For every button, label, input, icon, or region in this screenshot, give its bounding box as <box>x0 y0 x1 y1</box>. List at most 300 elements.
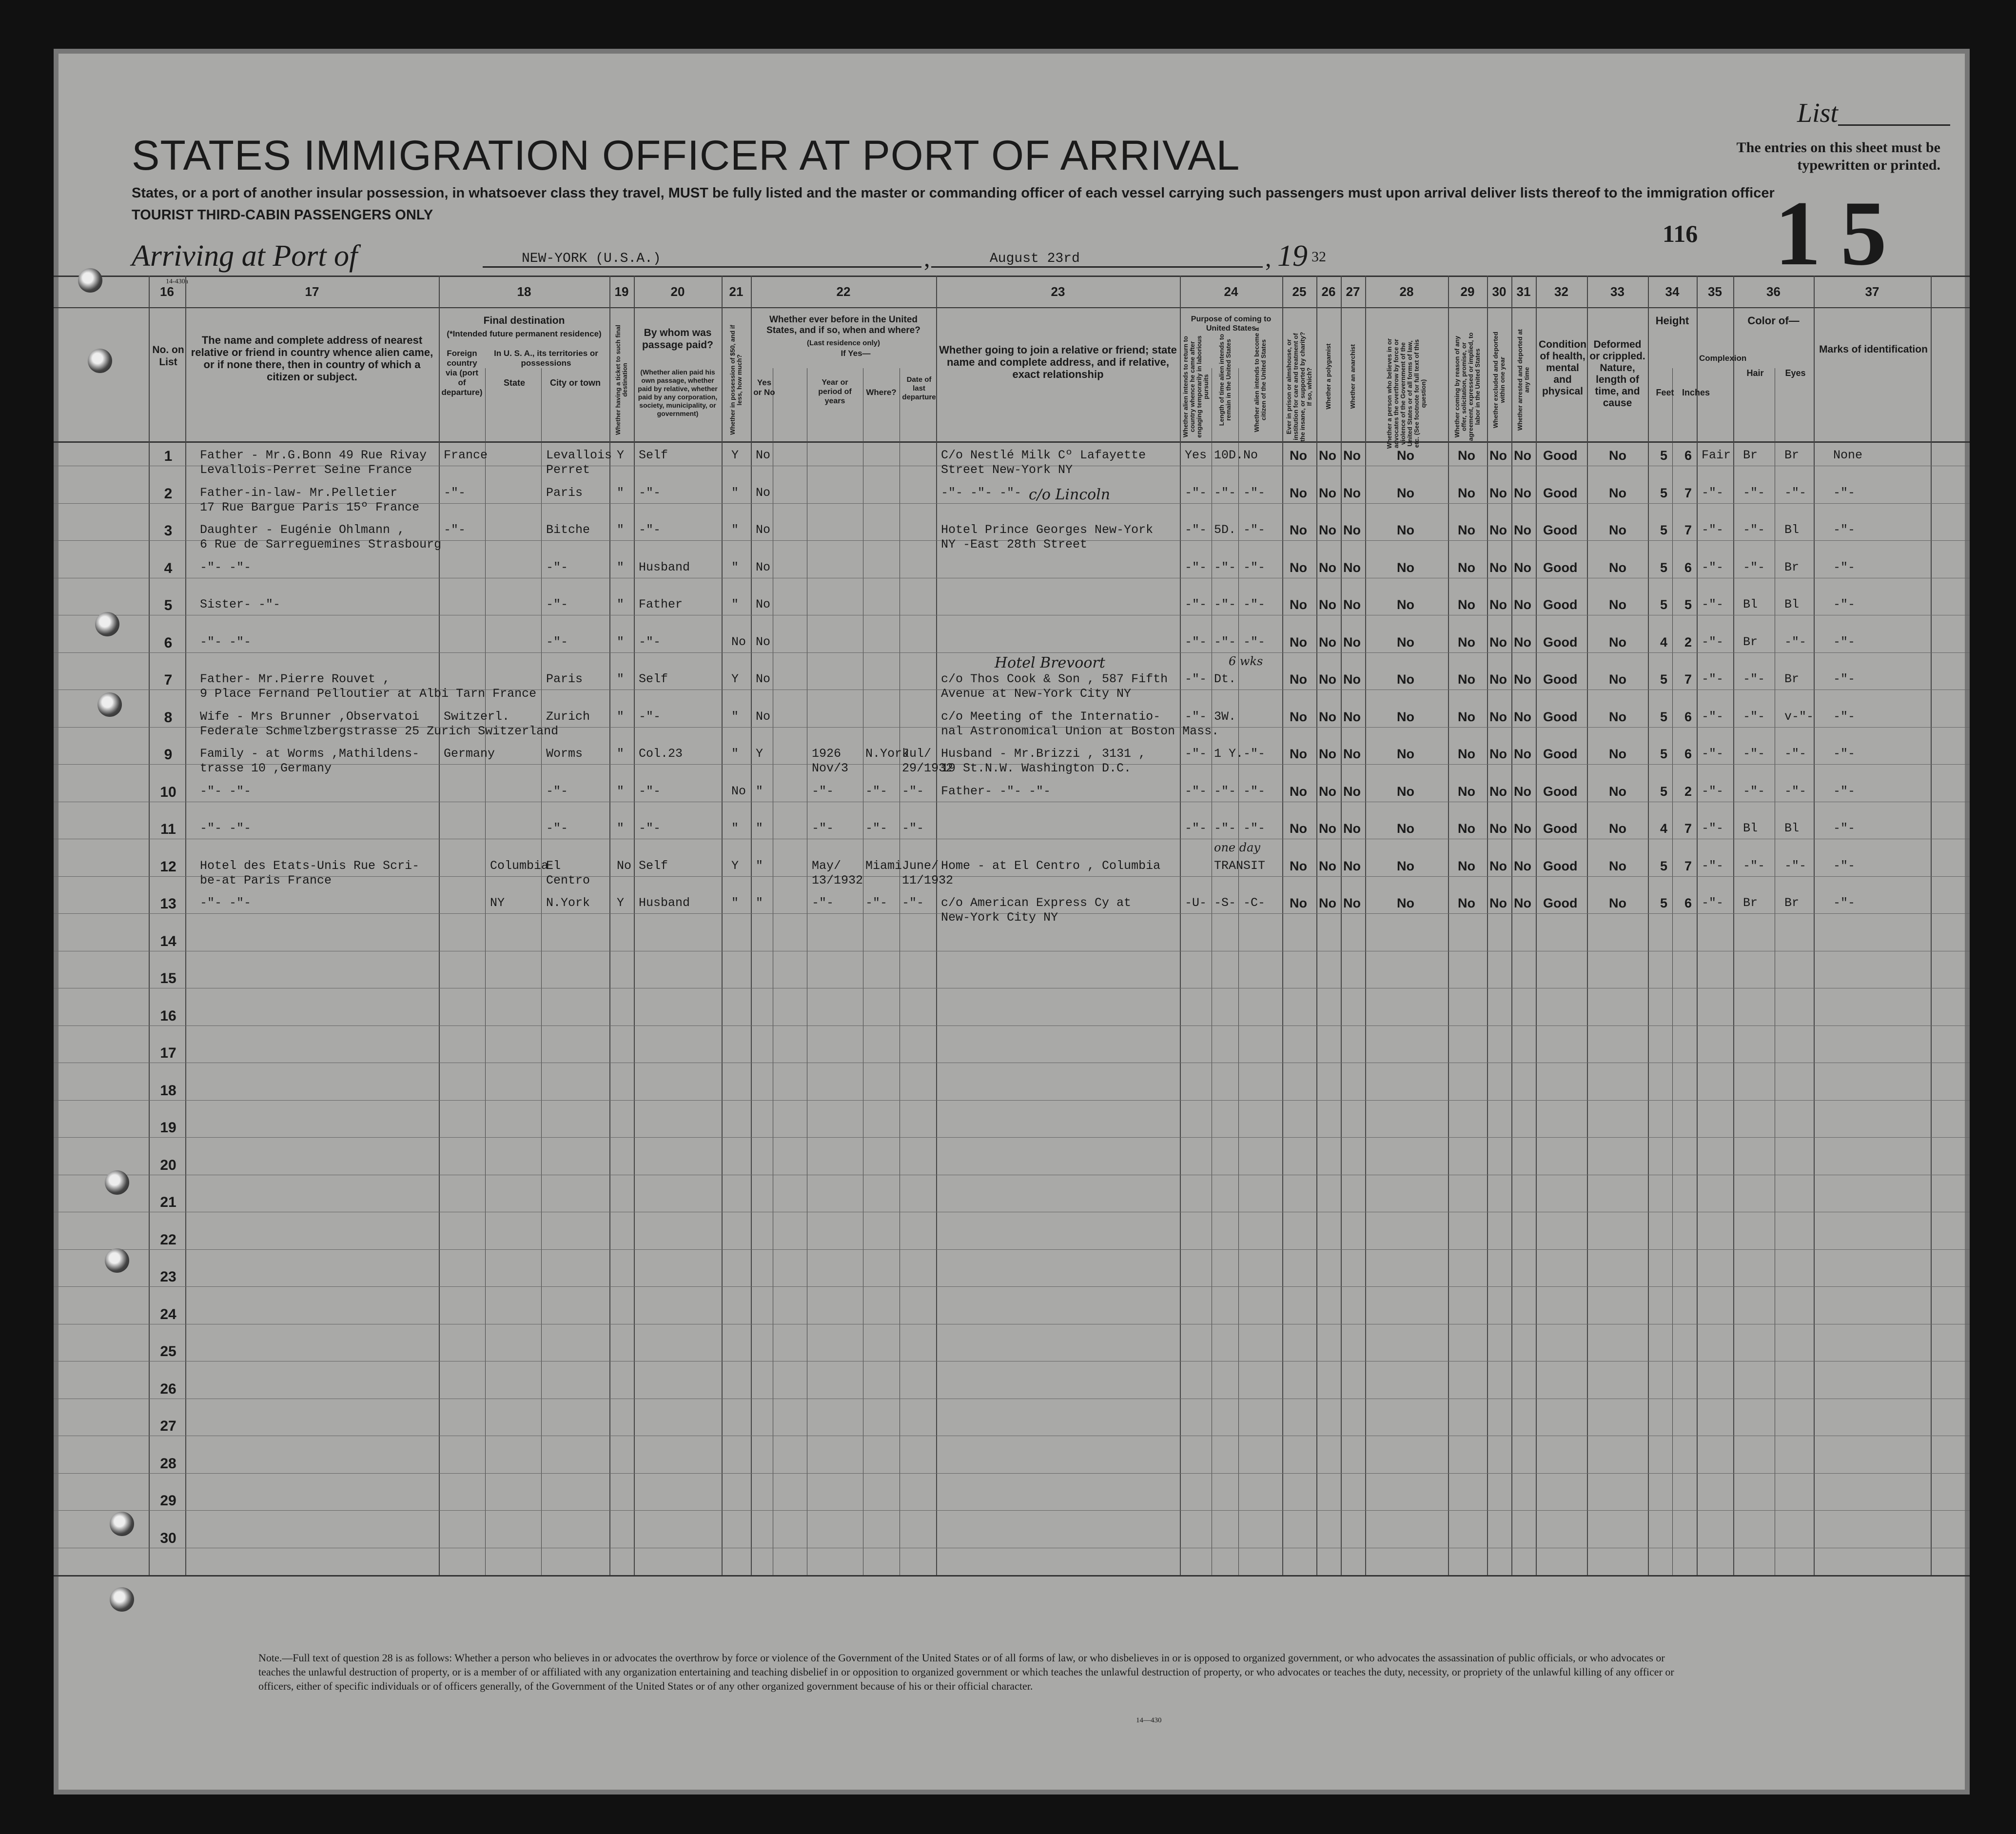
header-city: City or town <box>550 378 601 388</box>
comma: , <box>924 244 930 272</box>
question-25: No <box>1290 784 1307 799</box>
height-feet: 5 <box>1660 784 1668 799</box>
purpose-citizen: -"- <box>1243 597 1266 611</box>
passage-paid: Col.23 <box>639 747 683 761</box>
column-rule <box>1697 276 1698 1575</box>
destination-city: Levallois <box>546 448 612 462</box>
height-feet: 5 <box>1660 709 1668 724</box>
ticket: " <box>617 560 625 574</box>
column-number-34: 34 <box>1665 284 1680 299</box>
purpose-return: -"- <box>1185 560 1207 574</box>
deformed: No <box>1609 896 1626 910</box>
subcolumn-rule <box>1238 368 1239 1575</box>
question-26: No <box>1319 448 1336 463</box>
identification-marks: None <box>1833 448 1863 462</box>
header-rule <box>54 276 1970 277</box>
header-final-destination: Final destination <box>483 315 565 326</box>
column-number-36: 36 <box>1766 284 1781 299</box>
passage-paid: Father <box>639 597 683 611</box>
identification-marks: -"- <box>1833 672 1856 686</box>
health: Good <box>1543 858 1578 873</box>
header-where: Where? <box>866 388 897 397</box>
relative-address: -"- -"- <box>200 634 252 649</box>
list-line <box>1838 124 1950 126</box>
going-to-join: C/o Nestlé Milk Cº Lafayette <box>941 448 1146 462</box>
subcolumn-rule <box>1672 368 1673 1575</box>
question-31: No <box>1514 747 1531 761</box>
height-feet: 5 <box>1660 672 1668 687</box>
question-25: No <box>1290 747 1307 761</box>
question-30: No <box>1489 560 1507 575</box>
header-foreign-country: Foreign country via (port of departure) <box>441 349 483 397</box>
question-31: No <box>1514 485 1531 500</box>
question-30: No <box>1489 672 1507 687</box>
eye-color: Bl <box>1784 821 1800 835</box>
question-29: No <box>1458 448 1475 463</box>
identification-marks: -"- <box>1833 634 1856 649</box>
column-rule <box>1511 276 1512 1575</box>
header-inches: Inches <box>1682 388 1710 397</box>
year-period-2: 13/1932 <box>812 873 863 887</box>
question-31: No <box>1514 784 1531 799</box>
eye-color: -"- <box>1784 634 1807 649</box>
header-purpose-length: Length of time alien intends to remain in the United States <box>1217 334 1232 426</box>
column-number-31: 31 <box>1516 284 1531 299</box>
header-year-period: Year or period of years <box>818 378 852 405</box>
column-number-25: 25 <box>1292 284 1307 299</box>
row-number: 10 <box>160 784 176 800</box>
row-rule <box>54 1473 1970 1474</box>
relative-address: Daughter - Eugénie Ohlmann , <box>200 523 405 537</box>
header-height: Height <box>1655 315 1689 327</box>
hair-color: -"- <box>1743 560 1765 574</box>
purpose-return: -"- <box>1185 523 1207 537</box>
complexion: -"- <box>1702 709 1724 724</box>
passage-paid: -"- <box>639 485 661 500</box>
year-period: -"- <box>812 896 834 910</box>
column-number-16: 16 <box>160 284 174 299</box>
height-feet: 5 <box>1660 523 1668 537</box>
header-ticket: Whether having a ticket to such final destination <box>614 324 628 435</box>
height-inches: 2 <box>1684 634 1692 650</box>
relative-address: 17 Rue Bargue Paris 15º France <box>200 500 420 514</box>
row-number: 15 <box>160 970 176 986</box>
row-number: 11 <box>160 821 176 837</box>
deformed: No <box>1609 709 1626 724</box>
money: No <box>731 634 746 649</box>
question-31: No <box>1514 448 1531 463</box>
column-rule <box>1365 276 1366 1575</box>
question-27: No <box>1343 523 1361 537</box>
relative-address: -"- -"- <box>200 784 252 798</box>
passage-paid: -"- <box>639 821 661 835</box>
eye-color: -"- <box>1784 747 1807 761</box>
question-27: No <box>1343 597 1361 612</box>
going-to-join: -"- -"- -"- <box>941 485 1022 500</box>
question-26: No <box>1319 747 1336 761</box>
header-health: Condition of health, mental and physical <box>1539 339 1586 397</box>
where: N.York <box>865 747 910 761</box>
destination-country: France <box>444 448 488 462</box>
relative-address: Sister- -"- <box>200 597 281 611</box>
money: Y <box>731 672 739 686</box>
row-rule <box>54 1025 1970 1026</box>
destination-city: -"- <box>546 784 568 798</box>
complexion: -"- <box>1702 634 1724 649</box>
row-rule <box>54 876 1970 877</box>
complexion: Fair <box>1702 448 1731 462</box>
header-hair: Hair <box>1746 368 1764 378</box>
purpose-return: -"- <box>1185 597 1207 611</box>
handwritten-note: c/o Lincoln <box>1029 486 1111 503</box>
question-29: No <box>1458 896 1475 910</box>
going-to-join: Husband - Mr.Brizzi , 3131 , <box>941 747 1146 761</box>
year-period: -"- <box>812 784 834 798</box>
header-prison: Ever in prison or almshouse, or institution for care and treatment of the insane, or supported by charity? If so, which? <box>1285 332 1313 442</box>
row-number: 14 <box>160 933 176 949</box>
eye-color: -"- <box>1784 784 1807 798</box>
health: Good <box>1543 709 1578 724</box>
header-color-of: Color of— <box>1747 315 1800 327</box>
ticket: No <box>617 858 632 873</box>
handwritten-note: one day <box>1214 841 1260 854</box>
column-number-17: 17 <box>305 284 319 299</box>
header-excluded: Whether excluded and deported within one year <box>1492 332 1506 428</box>
question-29: No <box>1458 821 1475 836</box>
relative-address: Federale Schmelzbergstrasse 25 Zurich Switzerland <box>200 724 559 738</box>
question-26: No <box>1319 634 1336 650</box>
question-29: No <box>1458 634 1475 650</box>
column-number-20: 20 <box>670 284 685 299</box>
destination-country: -"- <box>444 523 466 537</box>
eye-color: v-"- <box>1784 709 1814 724</box>
row-number: 25 <box>160 1343 176 1360</box>
header-passage-paid: By whom was passage paid? <box>642 327 713 351</box>
identification-marks: -"- <box>1833 523 1856 537</box>
year-suffix: 32 <box>1311 249 1326 265</box>
identification-marks: -"- <box>1833 597 1856 611</box>
purpose-length: -"- <box>1214 485 1236 500</box>
purpose-return: -"- <box>1185 485 1207 500</box>
hair-color: -"- <box>1743 747 1765 761</box>
destination-state: NY <box>490 896 505 910</box>
health: Good <box>1543 821 1578 836</box>
header-no-on-list: No. on List <box>152 344 184 368</box>
height-inches: 7 <box>1684 858 1692 873</box>
port-field: NEW-YORK (U.S.A.) <box>483 251 921 268</box>
column-rule <box>185 276 186 1575</box>
destination-city: Paris <box>546 485 583 500</box>
health: Good <box>1543 560 1578 575</box>
destination-city: Zurich <box>546 709 590 724</box>
question-31: No <box>1514 858 1531 873</box>
column-number-24: 24 <box>1224 284 1238 299</box>
height-inches: 7 <box>1684 485 1692 500</box>
purpose-return: -"- <box>1185 709 1207 724</box>
money: " <box>731 523 739 537</box>
passage-paid: -"- <box>639 523 661 537</box>
purpose-length: TRANSIT <box>1214 858 1266 873</box>
year-period: 1926 <box>812 747 842 761</box>
question-25: No <box>1290 634 1307 650</box>
question-27: No <box>1343 448 1361 463</box>
question-25: No <box>1290 709 1307 724</box>
header-polygamist: Whether a polygamist <box>1325 343 1332 410</box>
question-30: No <box>1489 448 1507 463</box>
column-rule <box>1316 276 1317 1575</box>
header-fifty-dollars: Whether in possession of $50, and if less, how much? <box>729 325 743 435</box>
complexion: -"- <box>1702 896 1724 910</box>
ticket: " <box>617 709 625 724</box>
passage-paid: Self <box>639 448 668 462</box>
going-to-join: Street New-York NY <box>941 463 1073 477</box>
row-rule <box>54 1510 1970 1511</box>
question-27: No <box>1343 896 1361 910</box>
question-31: No <box>1514 672 1531 687</box>
health: Good <box>1543 448 1578 463</box>
column-number-18: 18 <box>517 284 531 299</box>
identification-marks: -"- <box>1833 784 1856 798</box>
height-feet: 5 <box>1660 747 1668 761</box>
ticket: Y <box>617 448 625 462</box>
before-in-us: Y <box>756 747 763 761</box>
question-25: No <box>1290 560 1307 575</box>
punch-hole <box>110 1512 134 1536</box>
health: Good <box>1543 634 1578 650</box>
row-number: 28 <box>160 1455 176 1472</box>
list-label: List <box>1797 98 1838 128</box>
column-number-37: 37 <box>1865 284 1879 299</box>
height-feet: 5 <box>1660 858 1668 873</box>
question-27: No <box>1343 747 1361 761</box>
money: " <box>731 709 739 724</box>
subcolumn-rule <box>485 368 486 1575</box>
question-26: No <box>1319 560 1336 575</box>
header-nearest-relative: The name and complete address of nearest relative or friend in country whence alien came, or if none there, then in country of which a citizen or subject. <box>191 334 433 383</box>
row-number: 12 <box>160 858 176 875</box>
question-30: No <box>1489 858 1507 873</box>
comma: , <box>1265 244 1272 272</box>
destination-city: -"- <box>546 821 568 835</box>
hair-color: -"- <box>1743 709 1765 724</box>
header-anarchist: Whether an anarchist <box>1349 344 1356 409</box>
header-purpose-return: Whether alien intends to return to country whence he came after engaging temporarily in laborious pursuits <box>1181 335 1210 438</box>
header-purpose: Purpose of coming to United States <box>1191 315 1272 333</box>
identification-marks: -"- <box>1833 747 1856 761</box>
page-title: STATES IMMIGRATION OFFICER AT PORT OF ARRIVAL <box>132 132 1240 179</box>
row-number: 22 <box>160 1231 176 1248</box>
question-25: No <box>1290 672 1307 687</box>
relative-address: Hotel des Etats-Unis Rue Scri- <box>200 858 420 873</box>
hair-color: Br <box>1743 634 1758 649</box>
date-field: August 23rd <box>931 251 1263 268</box>
form-code-top: 14-430a <box>166 278 188 285</box>
relative-address: -"- -"- <box>200 560 252 574</box>
row-number: 13 <box>160 896 176 912</box>
question-31: No <box>1514 896 1531 910</box>
row-number: 5 <box>164 597 173 613</box>
row-number: 26 <box>160 1380 176 1397</box>
deformed: No <box>1609 597 1626 612</box>
destination-city: -"- <box>546 560 568 574</box>
row-number: 24 <box>160 1306 176 1322</box>
header-feet: Feet <box>1656 388 1674 397</box>
hair-color: Bl <box>1743 821 1758 835</box>
eye-color: Bl <box>1784 523 1800 537</box>
question-26: No <box>1319 784 1336 799</box>
question-30: No <box>1489 523 1507 537</box>
header-before-in-us: Whether ever before in the United States, and if so, when and where? <box>766 315 920 335</box>
row-number: 8 <box>164 709 173 726</box>
height-inches: 7 <box>1684 672 1692 687</box>
complexion: -"- <box>1702 784 1724 798</box>
row-number: 3 <box>164 523 173 539</box>
date-departure-2: 11/1932 <box>902 873 954 887</box>
before-in-us: No <box>756 709 771 724</box>
column-rule <box>1282 276 1283 1575</box>
height-feet: 5 <box>1660 560 1668 575</box>
question-30: No <box>1489 784 1507 799</box>
ticket: " <box>617 485 625 500</box>
destination-city: Bitche <box>546 523 590 537</box>
question-28: No <box>1397 858 1414 873</box>
passage-paid: -"- <box>639 634 661 649</box>
before-in-us: No <box>756 560 771 574</box>
identification-marks: -"- <box>1833 821 1856 835</box>
health: Good <box>1543 672 1578 687</box>
hair-color: Bl <box>1743 597 1758 611</box>
purpose-return: -"- <box>1185 821 1207 835</box>
header-if-yes: If Yes— <box>841 349 871 358</box>
relative-address: trasse 10 ,Germany <box>200 761 332 775</box>
row-rule <box>54 1100 1970 1101</box>
height-feet: 5 <box>1660 896 1668 910</box>
question-30: No <box>1489 747 1507 761</box>
column-rule <box>1648 276 1649 1575</box>
column-rule <box>439 276 440 1575</box>
eye-color: -"- <box>1784 858 1807 873</box>
passage-paid: -"- <box>639 784 661 798</box>
date-departure: -"- <box>902 896 924 910</box>
question-29: No <box>1458 858 1475 873</box>
column-rule <box>1587 276 1588 1575</box>
header-yes-no: Yes or No <box>753 378 775 397</box>
question-29: No <box>1458 560 1475 575</box>
before-in-us: No <box>756 485 771 500</box>
before-in-us: " <box>756 821 763 835</box>
header-purpose-citizen: Whether alien intends to become a citizen of the United States <box>1253 327 1267 433</box>
purpose-length: 5D. <box>1214 523 1236 537</box>
header-bottom-rule <box>54 441 1970 443</box>
question-31: No <box>1514 597 1531 612</box>
purpose-citizen: -"- <box>1243 784 1266 798</box>
header-eyes: Eyes <box>1785 368 1806 378</box>
column-number-21: 21 <box>729 284 744 299</box>
question-29: No <box>1458 709 1475 724</box>
relative-address: Father-in-law- Mr.Pelletier <box>200 485 398 500</box>
punch-hole <box>78 268 102 293</box>
question-30: No <box>1489 821 1507 836</box>
purpose-length: 3W. <box>1214 709 1236 724</box>
manifest-table <box>54 276 1970 1626</box>
purpose-citizen: -"- <box>1243 747 1266 761</box>
complexion: -"- <box>1702 485 1724 500</box>
column-rule <box>1536 276 1537 1575</box>
where: -"- <box>865 821 888 835</box>
row-rule <box>54 1286 1970 1287</box>
question-28: No <box>1397 448 1414 463</box>
row-rule <box>54 1137 1970 1138</box>
identification-marks: -"- <box>1833 858 1856 873</box>
question-26: No <box>1319 821 1336 836</box>
column-number-35: 35 <box>1708 284 1722 299</box>
passage-paid: Self <box>639 858 668 873</box>
purpose-length: -"- <box>1214 560 1236 574</box>
question-28: No <box>1397 597 1414 612</box>
typewritten-notice: The entries on this sheet must be typewritten or printed. <box>1736 139 1940 173</box>
height-inches: 6 <box>1684 747 1692 761</box>
purpose-return: -"- <box>1185 784 1207 798</box>
question-27: No <box>1343 634 1361 650</box>
purpose-length: -S- <box>1214 896 1236 910</box>
question-27: No <box>1343 821 1361 836</box>
ticket: " <box>617 523 625 537</box>
question-31: No <box>1514 709 1531 724</box>
passage-paid: Self <box>639 672 668 686</box>
question-25: No <box>1290 523 1307 537</box>
deformed: No <box>1609 448 1626 463</box>
height-feet: 5 <box>1660 448 1668 463</box>
question-30: No <box>1489 634 1507 650</box>
question-28: No <box>1397 709 1414 724</box>
date-departure: -"- <box>902 784 924 798</box>
before-in-us: " <box>756 896 763 910</box>
deformed: No <box>1609 858 1626 873</box>
header-rule <box>54 307 1970 308</box>
money: Y <box>731 448 739 462</box>
question-28: No <box>1397 560 1414 575</box>
complexion: -"- <box>1702 858 1724 873</box>
column-rule <box>1341 276 1342 1575</box>
header-going-to-join: Whether going to join a relative or friend; state name and complete address, and if relative, exact relationship <box>939 344 1177 380</box>
height-feet: 5 <box>1660 597 1668 612</box>
going-to-join: NY -East 28th Street <box>941 537 1088 552</box>
sheet-number: 116 <box>1663 220 1698 247</box>
column-number-23: 23 <box>1051 284 1065 299</box>
question-26: No <box>1319 597 1336 612</box>
purpose-citizen: -C- <box>1243 896 1266 910</box>
health: Good <box>1543 896 1578 910</box>
eye-color: Br <box>1784 896 1800 910</box>
column-number-28: 28 <box>1399 284 1414 299</box>
page-number: 15 <box>1775 182 1906 285</box>
row-number: 9 <box>164 747 173 763</box>
eye-color: Br <box>1784 448 1800 462</box>
year-prefix: 19 <box>1277 239 1308 273</box>
deformed: No <box>1609 523 1626 537</box>
hair-color: -"- <box>1743 672 1765 686</box>
hair-color: Br <box>1743 448 1758 462</box>
column-rule <box>1814 276 1815 1575</box>
question-25: No <box>1290 485 1307 500</box>
destination-city: El <box>546 858 561 873</box>
identification-marks: -"- <box>1833 709 1856 724</box>
where: -"- <box>865 896 888 910</box>
question-31: No <box>1514 634 1531 650</box>
going-to-join: Hotel Prince Georges New-York <box>941 523 1154 537</box>
going-to-join: c/o Meeting of the Internatio- <box>941 709 1161 724</box>
relative-address: -"- -"- <box>200 821 252 835</box>
